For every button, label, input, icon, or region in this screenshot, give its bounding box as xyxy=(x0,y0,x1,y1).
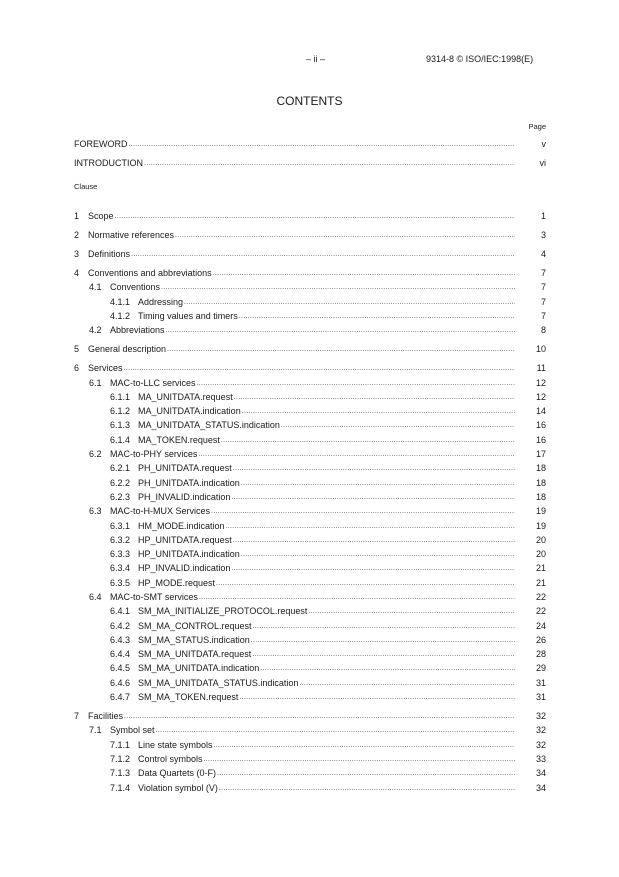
page-column-label: Page xyxy=(528,122,546,131)
toc-entry xyxy=(110,633,546,646)
toc-entry-page: 21 xyxy=(535,563,546,573)
toc-entry xyxy=(110,295,546,308)
toc-entry-number: 6.2.3 xyxy=(110,492,131,502)
toc-entry xyxy=(74,361,546,374)
toc-entry-title: HP_UNITDATA.indication xyxy=(138,549,240,559)
toc-entry-page: 7 xyxy=(540,282,546,292)
toc-entry-number: 6.4 xyxy=(89,592,102,602)
toc-entry xyxy=(110,404,546,417)
toc-entry xyxy=(110,461,546,474)
toc-entry-title: SM_MA_UNITDATA.indication xyxy=(138,663,260,673)
toc-entry-title: General description xyxy=(88,344,167,354)
toc-entry-number: 2 xyxy=(74,230,80,240)
toc-entry-title: Abbreviations xyxy=(110,325,165,335)
toc-entry xyxy=(89,323,546,336)
dot-leader xyxy=(241,479,515,488)
dot-leader xyxy=(241,550,515,559)
toc-entry-title: HP_MODE.request xyxy=(138,578,216,588)
page-header xyxy=(0,54,619,68)
toc-entry-title: MAC-to-LLC services xyxy=(110,378,196,388)
dot-leader xyxy=(131,250,515,259)
toc-entry-page: 18 xyxy=(535,478,546,488)
toc-entry-page: 3 xyxy=(540,230,546,240)
toc-entry-page: 16 xyxy=(535,420,546,430)
dot-leader xyxy=(253,622,515,631)
toc-entry xyxy=(110,418,546,431)
document-reference: 9314-8 © ISO/IEC:1998(E) xyxy=(426,54,534,64)
dot-leader xyxy=(260,664,515,673)
toc-entry-title: MAC-to-SMT services xyxy=(110,592,198,602)
toc-entry-page: 22 xyxy=(535,606,546,616)
toc-entry xyxy=(110,738,546,751)
toc-entry-number: 6.3.5 xyxy=(110,578,131,588)
toc-entry-number: 6.1.4 xyxy=(110,435,131,445)
dot-leader xyxy=(198,450,515,459)
dot-leader xyxy=(231,493,515,502)
toc-entry-page: 31 xyxy=(535,692,546,702)
dot-leader xyxy=(234,393,515,402)
toc-entry-number: 7.1.4 xyxy=(110,783,131,793)
toc-entry xyxy=(110,547,546,560)
toc-entry-title: SM_MA_UNITDATA_STATUS.indication xyxy=(138,678,299,688)
toc-entry-number: 3 xyxy=(74,249,80,259)
toc-entry-number: 6.1.3 xyxy=(110,420,131,430)
toc-entry-number: 6.3.2 xyxy=(110,535,131,545)
toc-entry xyxy=(74,137,546,150)
toc-entry-title: Services xyxy=(88,363,123,373)
toc-entry xyxy=(74,342,546,355)
toc-entry-title: HP_UNITDATA.request xyxy=(138,535,232,545)
toc-entry-number: 7.1 xyxy=(89,725,102,735)
toc-entry xyxy=(89,723,546,736)
toc-entry-number: 6.4.3 xyxy=(110,635,131,645)
toc-entry-page: 24 xyxy=(535,621,546,631)
toc-entry-title: SM_MA_INITIALIZE_PROTOCOL.request xyxy=(138,606,308,616)
toc-entry-title: Line state symbols xyxy=(138,740,213,750)
toc-entry-title: Scope xyxy=(88,211,114,221)
toc-entry-page: 4 xyxy=(540,249,546,259)
dot-leader xyxy=(197,379,515,388)
toc-entry-page: 8 xyxy=(540,325,546,335)
toc-entry xyxy=(110,490,546,503)
toc-entry-page: 32 xyxy=(535,740,546,750)
toc-entry-title: SM_MA_STATUS.indication xyxy=(138,635,250,645)
toc-entry xyxy=(74,209,546,222)
toc-entry-number: 6.1.2 xyxy=(110,406,131,416)
toc-entry xyxy=(89,590,546,603)
toc-entry-page: 19 xyxy=(535,506,546,516)
toc-entry-number: 6.3.3 xyxy=(110,549,131,559)
toc-entry-title: PH_UNITDATA.request xyxy=(138,463,232,473)
toc-entry xyxy=(110,390,546,403)
toc-entry-number: 6.4.1 xyxy=(110,606,131,616)
dot-leader xyxy=(161,283,515,292)
toc-entry-number: 4 xyxy=(74,268,80,278)
toc-entry-number: 6.4.6 xyxy=(110,678,131,688)
toc-entry xyxy=(110,676,546,689)
toc-entry-title: MA_UNITDATA_STATUS.indication xyxy=(138,420,280,430)
toc-entry-number: 5 xyxy=(74,344,80,354)
toc-entry-title: MA_UNITDATA.indication xyxy=(138,406,241,416)
toc-entry-number: 6.3.4 xyxy=(110,563,131,573)
toc-entry-number: 7.1.3 xyxy=(110,768,131,778)
toc-entry-page: 18 xyxy=(535,492,546,502)
toc-entry-number: 6.3.1 xyxy=(110,521,131,531)
toc-entry-number: 6.2 xyxy=(89,449,102,459)
toc-entry xyxy=(110,647,546,660)
toc-entry-page: 1 xyxy=(540,211,546,221)
toc-entry-page: 7 xyxy=(540,311,546,321)
toc-entry-number: 4.1 xyxy=(89,282,102,292)
toc-entry-title: HP_INVALID.indication xyxy=(138,563,231,573)
toc-entry xyxy=(74,228,546,241)
dot-leader xyxy=(219,784,515,793)
toc-entry-page: 7 xyxy=(540,268,546,278)
toc-entry xyxy=(89,376,546,389)
dot-leader xyxy=(308,607,515,616)
dot-leader xyxy=(239,312,515,321)
dot-leader xyxy=(213,269,515,278)
toc-entry-page: 29 xyxy=(535,663,546,673)
toc-entry xyxy=(110,533,546,546)
toc-entry xyxy=(110,752,546,765)
toc-entry-page: 26 xyxy=(535,635,546,645)
toc-entry-number: 6.4.7 xyxy=(110,692,131,702)
toc-entry-number: 7.1.2 xyxy=(110,754,131,764)
dot-leader xyxy=(221,436,515,445)
toc-entry-title: Conventions xyxy=(110,282,161,292)
dot-leader xyxy=(167,345,515,354)
toc-entry xyxy=(74,266,546,279)
toc-entry xyxy=(110,690,546,703)
toc-entry-title: Facilities xyxy=(88,711,124,721)
toc-entry-page: 16 xyxy=(535,435,546,445)
dot-leader xyxy=(233,536,515,545)
toc-entry-number: 4.1.1 xyxy=(110,297,131,307)
toc-entry-page: 12 xyxy=(535,392,546,402)
toc-entry-page: 19 xyxy=(535,521,546,531)
toc-entry-page: 34 xyxy=(535,783,546,793)
toc-entry xyxy=(110,519,546,532)
toc-entry xyxy=(110,309,546,322)
toc-entry-title: Addressing xyxy=(138,297,184,307)
dot-leader xyxy=(251,636,515,645)
dot-leader xyxy=(233,464,515,473)
dot-leader xyxy=(226,522,515,531)
toc-entry xyxy=(74,247,546,260)
toc-entry-number: 4.1.2 xyxy=(110,311,131,321)
dot-leader xyxy=(129,140,516,149)
toc-entry-number: 4.2 xyxy=(89,325,102,335)
toc-entry xyxy=(110,619,546,632)
toc-entry xyxy=(89,280,546,293)
toc-entry-title: PH_UNITDATA.indication xyxy=(138,478,240,488)
toc-entry-number: 6.1 xyxy=(89,378,102,388)
toc-entry-number: 6.4.4 xyxy=(110,649,131,659)
toc-entry-page: 32 xyxy=(535,725,546,735)
toc-entry-title: MA_TOKEN.request xyxy=(138,435,220,445)
toc-entry-title: Symbol set xyxy=(110,725,155,735)
toc-entry xyxy=(89,504,546,517)
toc-entry xyxy=(110,561,546,574)
dot-leader xyxy=(175,231,515,240)
dot-leader xyxy=(252,650,515,659)
toc-entry xyxy=(110,661,546,674)
toc-entry-title: Violation symbol (V) xyxy=(138,783,218,793)
toc-entry-title: Control symbols xyxy=(138,754,203,764)
toc-entry-title: Definitions xyxy=(88,249,131,259)
dot-leader xyxy=(156,726,515,735)
toc-entry xyxy=(110,781,546,794)
dot-leader xyxy=(281,421,515,430)
dot-leader xyxy=(231,564,515,573)
toc-entry-page: 31 xyxy=(535,678,546,688)
toc-entry-page: 28 xyxy=(535,649,546,659)
toc-entry xyxy=(110,604,546,617)
dot-leader xyxy=(184,298,515,307)
toc-entry-number: 6.1.1 xyxy=(110,392,131,402)
toc-entry xyxy=(110,433,546,446)
toc-entry-title: FOREWORD xyxy=(74,139,128,149)
toc-entry-page: 20 xyxy=(535,549,546,559)
dot-leader xyxy=(115,212,515,221)
toc-entry-number: 6.4.5 xyxy=(110,663,131,673)
dot-leader xyxy=(299,679,515,688)
toc-entry-page: vi xyxy=(539,158,546,168)
toc-entry-page: 18 xyxy=(535,463,546,473)
toc-entry-number: 6.2.2 xyxy=(110,478,131,488)
dot-leader xyxy=(211,507,515,516)
toc-entry-title: Conventions and abbreviations xyxy=(88,268,212,278)
toc-entry-page: 7 xyxy=(540,297,546,307)
dot-leader xyxy=(204,755,515,764)
dot-leader xyxy=(242,407,515,416)
toc-entry-page: v xyxy=(541,139,546,149)
toc-entry-page: 22 xyxy=(535,592,546,602)
dot-leader xyxy=(124,364,515,373)
toc-entry-page: 11 xyxy=(536,363,546,373)
page-title: CONTENTS xyxy=(276,94,343,108)
dot-leader xyxy=(239,693,515,702)
toc-entry-title: MAC-to-PHY services xyxy=(110,449,198,459)
dot-leader xyxy=(217,769,515,778)
dot-leader xyxy=(199,593,515,602)
toc-entry-title: Data Quartets (0-F) xyxy=(138,768,217,778)
toc-entry-page: 32 xyxy=(535,711,546,721)
toc-entry-title: MA_UNITDATA.request xyxy=(138,392,233,402)
toc-entry-title: SM_MA_TOKEN.request xyxy=(138,692,239,702)
clause-column-label: Clause xyxy=(74,182,98,191)
toc-entry-page: 10 xyxy=(535,344,546,354)
toc-entry-number: 6.3 xyxy=(89,506,102,516)
toc-entry xyxy=(74,156,546,169)
toc-entry-page: 34 xyxy=(535,768,546,778)
page-number: – ii – xyxy=(306,54,326,64)
toc-entry-title: MAC-to-H-MUX Services xyxy=(110,506,211,516)
toc-entry-page: 12 xyxy=(535,378,546,388)
toc-entry-title: SM_MA_UNITDATA.request xyxy=(138,649,252,659)
toc-entry xyxy=(110,476,546,489)
dot-leader xyxy=(124,712,515,721)
toc-entry-page: 14 xyxy=(535,406,546,416)
toc-entry-title: HM_MODE.indication xyxy=(138,521,225,531)
dot-leader xyxy=(166,326,515,335)
toc-entry xyxy=(74,709,546,722)
toc-entry-number: 1 xyxy=(74,211,80,221)
toc-entry-title: INTRODUCTION xyxy=(74,158,143,168)
toc-entry-page: 17 xyxy=(535,449,546,459)
toc-entry xyxy=(110,766,546,779)
toc-entry-number: 7.1.1 xyxy=(110,740,131,750)
toc-entry-title: Timing values and timers xyxy=(138,311,238,321)
dot-leader xyxy=(144,159,515,168)
toc-entry xyxy=(110,576,546,589)
toc-entry-title: Normative references xyxy=(88,230,175,240)
dot-leader xyxy=(216,579,515,588)
toc-entry-number: 7 xyxy=(74,711,80,721)
toc-entry-page: 33 xyxy=(535,754,546,764)
toc-entry-title: SM_MA_CONTROL.request xyxy=(138,621,252,631)
toc-entry-number: 6.2.1 xyxy=(110,463,131,473)
toc-entry xyxy=(89,447,546,460)
toc-entry-number: 6 xyxy=(74,363,80,373)
dot-leader xyxy=(214,741,515,750)
toc-entry-page: 21 xyxy=(535,578,546,588)
toc-entry-number: 6.4.2 xyxy=(110,621,131,631)
toc-entry-page: 20 xyxy=(535,535,546,545)
toc-entry-title: PH_INVALID.indication xyxy=(138,492,231,502)
